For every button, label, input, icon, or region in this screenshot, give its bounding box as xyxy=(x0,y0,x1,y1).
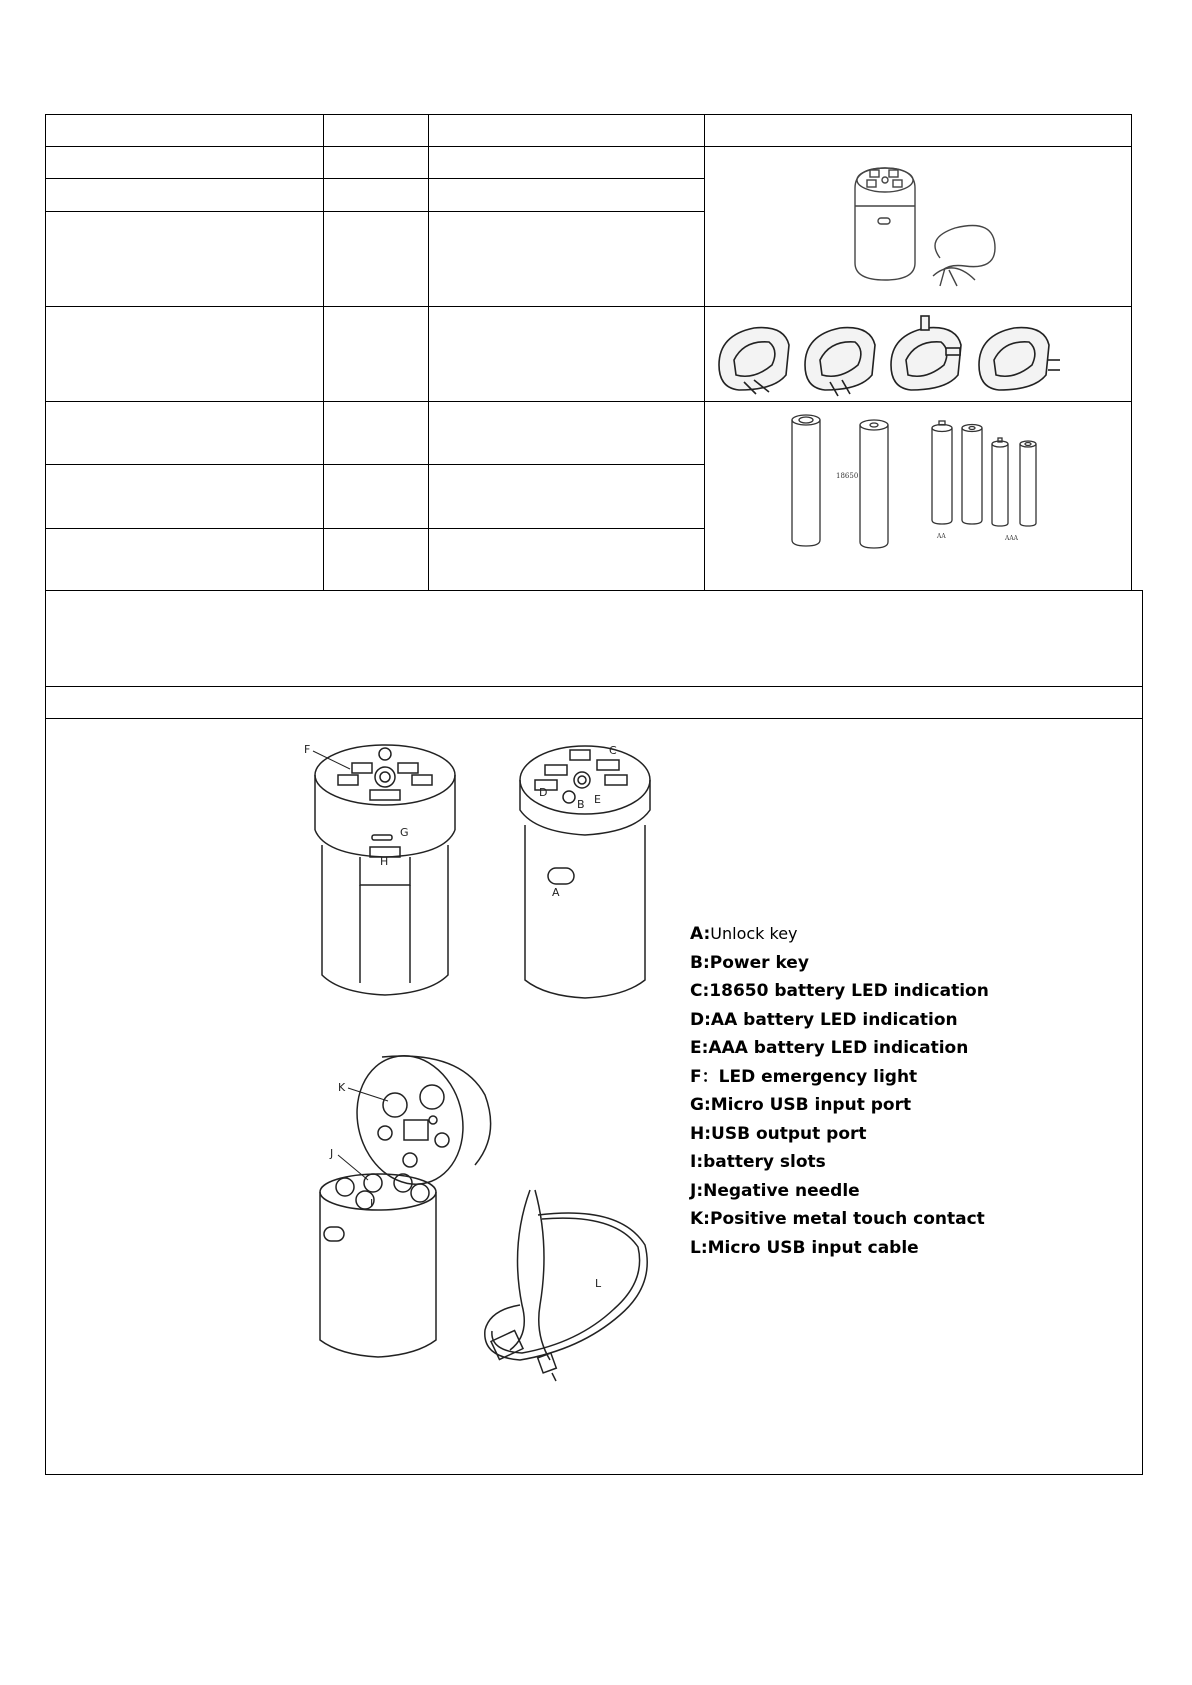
legend-item-g: G:Micro USB input port xyxy=(690,1095,912,1115)
battery-aa xyxy=(962,425,982,525)
legend-item-h: H:USB output port xyxy=(690,1123,867,1144)
plug-adapter xyxy=(719,328,789,394)
legend-item-f: F：LED emergency light xyxy=(690,1066,918,1087)
legend-item-d: D:AA battery LED indication xyxy=(690,1009,958,1030)
diagram-letter-c: C xyxy=(609,744,617,757)
parts-legend xyxy=(690,920,989,1262)
diagram-letter-l: L xyxy=(595,1277,602,1290)
device-front-diagram xyxy=(300,735,470,1005)
diagram-letter-b: B xyxy=(577,798,585,811)
diagram-letter-g: G xyxy=(400,826,409,839)
diagram-letter-j: J xyxy=(330,1147,334,1160)
legend-item-l: L:Micro USB input cable xyxy=(690,1237,919,1258)
battery-18650 xyxy=(860,420,888,548)
charger-thumbnail xyxy=(845,158,1015,298)
legend-item-c: C:18650 battery LED indication xyxy=(690,981,989,1001)
diagram-letter-h: H xyxy=(380,855,389,868)
battery-aaa xyxy=(1020,441,1036,526)
legend-item-j: J:Negative needle xyxy=(690,1180,860,1201)
batteries-illustration xyxy=(780,410,1060,560)
plug-adapter xyxy=(805,328,875,396)
plug-adapter xyxy=(979,328,1060,390)
usb-cable-diagram xyxy=(480,1185,650,1385)
legend-item-e: E:AAA battery LED indication xyxy=(690,1038,969,1058)
battery-label-aaa: AAA xyxy=(1005,535,1018,542)
device-side-diagram xyxy=(515,740,665,1005)
device-open-diagram xyxy=(310,1055,500,1365)
diagram-letter-a: A xyxy=(552,886,560,899)
diagram-letter-k: K xyxy=(338,1081,346,1094)
battery-18650 xyxy=(792,415,820,546)
legend-item-b: B:Power key xyxy=(690,952,809,973)
battery-label-aa: AA xyxy=(937,533,946,540)
battery-aa xyxy=(932,421,952,524)
diagram-letter-e: E xyxy=(594,793,601,806)
plug-adapters xyxy=(712,316,1072,396)
plug-adapter xyxy=(891,316,961,390)
battery-aaa xyxy=(992,438,1008,526)
diagram-letter-d: D xyxy=(539,786,548,799)
diagram-letter-f: F xyxy=(304,743,311,756)
battery-label-18650: 18650 xyxy=(836,472,859,480)
legend-item-i: I:battery slots xyxy=(690,1152,826,1172)
legend-item-k: K:Positive metal touch contact xyxy=(690,1209,985,1229)
legend-item-a: A:Unlock key xyxy=(690,924,798,944)
diagram-letter-i: I xyxy=(370,1197,374,1210)
